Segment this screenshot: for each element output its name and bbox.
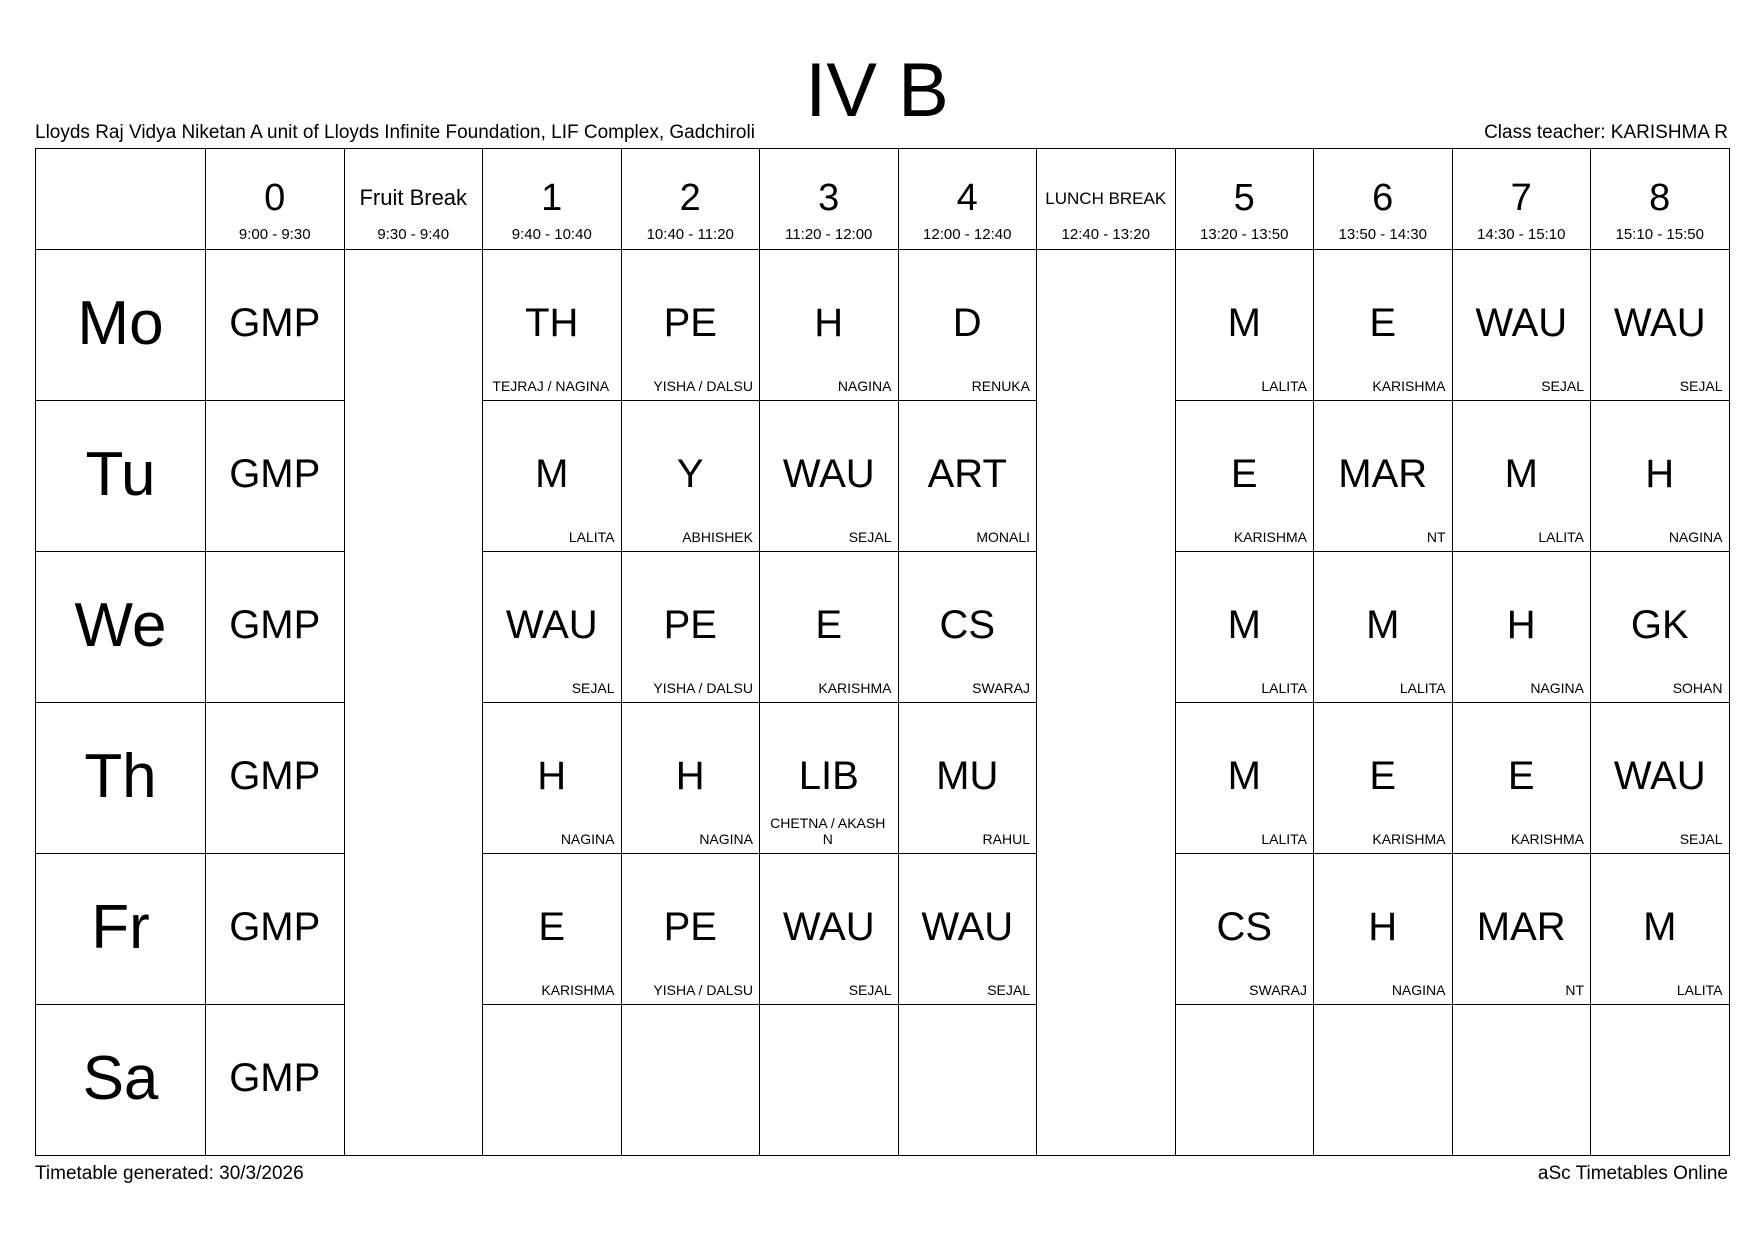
period-name: 1 <box>541 177 563 219</box>
lesson-cell <box>483 250 622 401</box>
period-name: 6 <box>1372 177 1394 219</box>
teacher-name: CHETNA / AKASH N <box>770 815 886 847</box>
subject-code: M <box>1643 905 1677 949</box>
teacher-name: LALITA <box>1261 680 1307 696</box>
lesson-cell <box>621 854 760 1005</box>
period-time: 15:10 - 15:50 <box>1615 226 1704 243</box>
lesson-cell <box>1452 703 1591 854</box>
period-name: 8 <box>1649 177 1671 219</box>
teacher-name: SEJAL <box>848 982 892 998</box>
teacher-name: KARISHMA <box>818 680 892 696</box>
subject-code: D <box>952 301 982 345</box>
day-label-cell <box>36 250 206 401</box>
lesson-cell <box>1175 552 1314 703</box>
teacher-name: LALITA <box>1676 982 1723 998</box>
corner-cell <box>36 149 206 250</box>
period-header-8 <box>1591 149 1730 250</box>
teacher-name: SEJAL <box>848 529 892 545</box>
fruit-break-cell <box>344 1005 483 1156</box>
period-name: 3 <box>818 177 840 219</box>
day-label-cell <box>36 401 206 552</box>
fruit-break-cell <box>344 401 483 552</box>
lesson-cell <box>1452 401 1591 552</box>
teacher-name: LALITA <box>1399 680 1446 696</box>
lesson-cell <box>1175 401 1314 552</box>
lesson-cell <box>483 854 622 1005</box>
teacher-name: RENUKA <box>971 378 1030 394</box>
day-name: Tu <box>85 440 156 509</box>
lesson-cell <box>483 1005 622 1156</box>
subject-code: E <box>1369 754 1397 798</box>
day-row <box>36 703 1730 854</box>
teacher-name: SOHAN <box>1672 680 1723 696</box>
period-header-0 <box>206 149 345 250</box>
subject-code: M <box>1227 754 1261 798</box>
subject-code: GMP <box>229 452 321 496</box>
subject-code: H <box>675 754 705 798</box>
subject-code: M <box>1227 603 1261 647</box>
lesson-cell <box>621 703 760 854</box>
subject-code: GMP <box>229 1056 321 1100</box>
day-name: Th <box>84 742 157 811</box>
subject-code: H <box>1506 603 1536 647</box>
school-name: Lloyds Raj Vidya Niketan A unit of Lloyds Infinite Foundation, LIF Complex, Gadchiroli <box>35 122 755 143</box>
timetable-grid <box>35 148 1730 1156</box>
lesson-cell <box>206 250 345 401</box>
period-name: 2 <box>679 177 701 219</box>
day-row <box>36 401 1730 552</box>
lesson-cell <box>1175 703 1314 854</box>
subject-code: E <box>1230 452 1258 496</box>
fruit-break-cell <box>344 854 483 1005</box>
subject-code: M <box>535 452 569 496</box>
teacher-name: NAGINA <box>837 378 892 394</box>
lunch-break-cell <box>1037 401 1176 552</box>
subject-code: MAR <box>1338 452 1428 496</box>
subject-code: M <box>1227 301 1261 345</box>
lesson-cell <box>1452 250 1591 401</box>
period-header-6 <box>1314 149 1453 250</box>
lesson-cell <box>760 552 899 703</box>
subject-code: PE <box>663 603 717 647</box>
teacher-name: NAGINA <box>1530 680 1584 696</box>
teacher-name: TEJRAJ / NAGINA <box>492 378 610 394</box>
day-name: Sa <box>82 1044 159 1113</box>
lesson-cell <box>1175 250 1314 401</box>
teacher-name: KARISHMA <box>1372 831 1446 847</box>
lesson-cell <box>1452 1005 1591 1156</box>
period-name: LUNCH BREAK <box>1045 189 1167 208</box>
period-name: 5 <box>1233 177 1255 219</box>
teacher-name: SEJAL <box>571 680 615 696</box>
lesson-cell <box>483 401 622 552</box>
subject-code: ART <box>927 452 1007 496</box>
lesson-cell <box>898 401 1037 552</box>
subject-code: GMP <box>229 905 321 949</box>
subject-code: H <box>1645 452 1675 496</box>
teacher-name: NT <box>1565 982 1584 998</box>
teacher-name: SEJAL <box>1541 378 1584 394</box>
subject-code: M <box>1504 452 1538 496</box>
lesson-cell <box>1591 401 1730 552</box>
lesson-cell <box>621 552 760 703</box>
lesson-cell <box>621 1005 760 1156</box>
lesson-cell <box>1175 1005 1314 1156</box>
lunch-break-cell <box>1037 552 1176 703</box>
subject-code: PE <box>663 301 717 345</box>
teacher-name: SEJAL <box>987 982 1030 998</box>
subject-code: M <box>1366 603 1400 647</box>
lesson-cell <box>1591 854 1730 1005</box>
period-header-fruit-break <box>344 149 483 250</box>
lesson-cell <box>1175 854 1314 1005</box>
teacher-name: NAGINA <box>699 831 753 847</box>
period-time: 10:40 - 11:20 <box>646 226 734 243</box>
teacher-name: KARISHMA <box>1233 529 1307 545</box>
period-name: Fruit Break <box>359 185 468 210</box>
subject-code: WAU <box>921 905 1014 949</box>
day-row <box>36 552 1730 703</box>
lesson-cell <box>206 854 345 1005</box>
timetable-title: IV B <box>805 48 949 133</box>
lesson-cell <box>1314 1005 1453 1156</box>
teacher-name: KARISHMA <box>1372 378 1446 394</box>
lesson-cell <box>206 401 345 552</box>
teacher-name: YISHA / DALSU <box>653 378 753 394</box>
subject-code: MU <box>936 754 999 798</box>
period-header-5 <box>1175 149 1314 250</box>
period-time: 9:40 - 10:40 <box>511 226 592 243</box>
period-time: 12:40 - 13:20 <box>1061 226 1150 243</box>
teacher-name: YISHA / DALSU <box>653 982 753 998</box>
lunch-break-cell <box>1037 703 1176 854</box>
teacher-name: SEJAL <box>1679 831 1723 847</box>
teacher-name: LALITA <box>1261 378 1307 394</box>
period-header-lunch-break <box>1037 149 1176 250</box>
lesson-cell <box>1452 552 1591 703</box>
teacher-name: RAHUL <box>982 831 1030 847</box>
period-name: 7 <box>1510 177 1532 219</box>
lesson-cell <box>760 854 899 1005</box>
day-row <box>36 250 1730 401</box>
subject-code: GMP <box>229 754 321 798</box>
day-label-cell <box>36 552 206 703</box>
subject-code: E <box>538 905 566 949</box>
subject-code: CS <box>939 603 996 647</box>
class-teacher: Class teacher: KARISHMA R <box>1484 122 1728 143</box>
period-time: 11:20 - 12:00 <box>785 226 873 243</box>
teacher-name: LALITA <box>1261 831 1307 847</box>
lesson-cell <box>1591 552 1730 703</box>
subject-code: GK <box>1630 603 1689 647</box>
subject-code: WAU <box>505 603 598 647</box>
teacher-name: SWARAJ <box>1249 982 1307 998</box>
subject-code: E <box>1369 301 1397 345</box>
day-name: We <box>74 591 167 660</box>
teacher-name: NT <box>1426 529 1446 545</box>
fruit-break-cell <box>344 552 483 703</box>
period-header-1 <box>483 149 622 250</box>
day-label-cell <box>36 703 206 854</box>
teacher-name: LALITA <box>568 529 615 545</box>
teacher-name: KARISHMA <box>1510 831 1584 847</box>
period-header-2 <box>621 149 760 250</box>
teacher-name: ABHISHEK <box>682 529 753 545</box>
subject-code: Y <box>676 452 704 496</box>
lesson-cell <box>760 1005 899 1156</box>
period-header-7 <box>1452 149 1591 250</box>
lesson-cell <box>1314 703 1453 854</box>
lesson-cell <box>1452 854 1591 1005</box>
period-time: 14:30 - 15:10 <box>1477 226 1566 243</box>
period-header-row <box>36 149 1730 250</box>
fruit-break-cell <box>344 250 483 401</box>
period-header-4 <box>898 149 1037 250</box>
lesson-cell <box>1591 703 1730 854</box>
subject-code: GMP <box>229 603 321 647</box>
day-label-cell <box>36 1005 206 1156</box>
subject-code: CS <box>1216 905 1273 949</box>
subject-code: WAU <box>782 905 875 949</box>
lesson-cell <box>760 250 899 401</box>
period-time: 13:20 - 13:50 <box>1200 226 1289 243</box>
subject-code: H <box>537 754 567 798</box>
teacher-name: NAGINA <box>1668 529 1723 545</box>
subject-code: WAU <box>1613 754 1706 798</box>
lesson-cell <box>760 401 899 552</box>
brand-label: aSc Timetables Online <box>1537 1163 1728 1184</box>
teacher-name: MONALI <box>976 529 1030 545</box>
lesson-cell <box>1314 552 1453 703</box>
period-time: 9:00 - 9:30 <box>238 226 311 243</box>
lunch-break-cell <box>1037 1005 1176 1156</box>
lesson-cell <box>1591 1005 1730 1156</box>
teacher-name: YISHA / DALSU <box>653 680 753 696</box>
subject-code: LIB <box>798 754 859 798</box>
lesson-cell <box>621 250 760 401</box>
period-name: 0 <box>264 177 286 219</box>
lesson-cell <box>206 552 345 703</box>
day-name: Mo <box>77 289 164 358</box>
subject-code: E <box>1507 754 1535 798</box>
teacher-name: NAGINA <box>560 831 615 847</box>
lesson-cell <box>898 703 1037 854</box>
teacher-name: SEJAL <box>1679 378 1723 394</box>
subject-code: WAU <box>782 452 875 496</box>
lesson-cell <box>1314 401 1453 552</box>
lesson-cell <box>760 703 899 854</box>
period-header-3 <box>760 149 899 250</box>
day-name: Fr <box>91 893 150 962</box>
period-name: 4 <box>956 177 978 219</box>
period-time: 13:50 - 14:30 <box>1338 226 1427 243</box>
teacher-name: LALITA <box>1538 529 1584 545</box>
lesson-cell <box>898 552 1037 703</box>
lesson-cell <box>483 552 622 703</box>
subject-code: H <box>814 301 844 345</box>
day-label-cell <box>36 854 206 1005</box>
teacher-name: SWARAJ <box>972 680 1030 696</box>
lesson-cell <box>1591 250 1730 401</box>
lesson-cell <box>483 703 622 854</box>
lesson-cell <box>206 1005 345 1156</box>
lesson-cell <box>206 703 345 854</box>
subject-code: TH <box>525 301 579 345</box>
lesson-cell <box>898 1005 1037 1156</box>
subject-code: GMP <box>229 301 321 345</box>
lesson-cell <box>1314 854 1453 1005</box>
lesson-cell <box>898 250 1037 401</box>
subject-code: WAU <box>1475 301 1568 345</box>
lesson-cell <box>621 401 760 552</box>
subject-code: MAR <box>1476 905 1566 949</box>
fruit-break-cell <box>344 703 483 854</box>
subject-code: H <box>1368 905 1398 949</box>
subject-code: PE <box>663 905 717 949</box>
subject-code: E <box>815 603 843 647</box>
lunch-break-cell <box>1037 250 1176 401</box>
period-time: 9:30 - 9:40 <box>377 226 450 243</box>
teacher-name: KARISHMA <box>541 982 615 998</box>
lesson-cell <box>898 854 1037 1005</box>
generated-date: Timetable generated: 30/3/2026 <box>35 1163 304 1184</box>
subject-code: WAU <box>1613 301 1706 345</box>
day-row <box>36 854 1730 1005</box>
lesson-cell <box>1314 250 1453 401</box>
day-row <box>36 1005 1730 1156</box>
teacher-name: NAGINA <box>1391 982 1446 998</box>
lunch-break-cell <box>1037 854 1176 1005</box>
period-time: 12:00 - 12:40 <box>923 226 1012 243</box>
